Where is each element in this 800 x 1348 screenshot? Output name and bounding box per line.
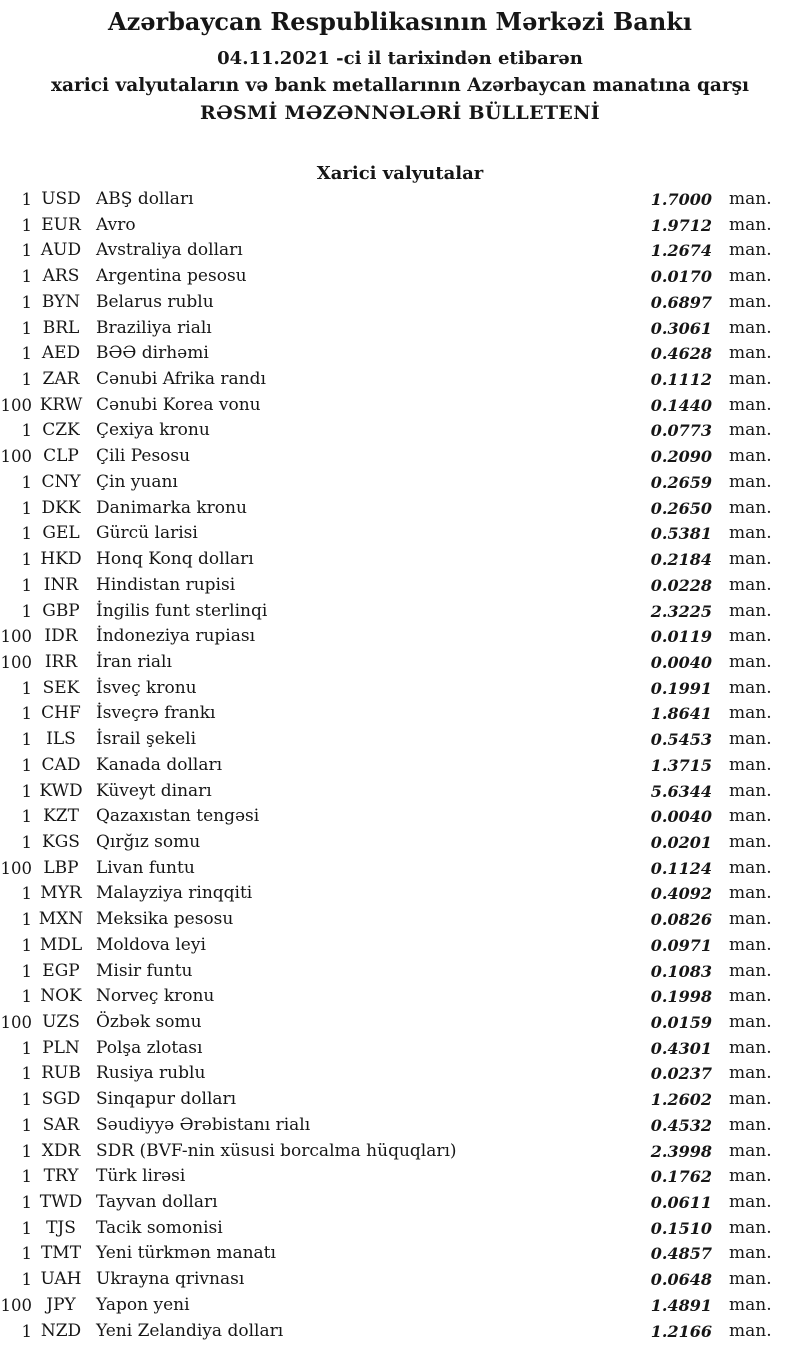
rate-row-pln bbox=[0, 1036, 800, 1062]
rate-value: 0.1124 bbox=[650, 858, 712, 878]
quantity-value: 1 bbox=[21, 575, 32, 595]
quantity-value: 1 bbox=[21, 421, 32, 441]
currency-code: INR bbox=[43, 574, 79, 595]
quantity-value: 1 bbox=[21, 961, 32, 981]
currency-code: ILS bbox=[46, 729, 76, 750]
unit-label: man. bbox=[729, 626, 772, 647]
rate-value: 0.0971 bbox=[650, 935, 712, 955]
quantity-value: 100 bbox=[0, 627, 32, 647]
rate-value: 0.4857 bbox=[650, 1244, 712, 1264]
unit-label: man. bbox=[729, 317, 772, 338]
unit-label: man. bbox=[729, 909, 772, 930]
rate-value: 0.0040 bbox=[650, 807, 712, 827]
rate-row-inr bbox=[0, 573, 800, 599]
currency-code: MDL bbox=[39, 934, 83, 955]
rate-row-uzs bbox=[0, 1010, 800, 1036]
currency-code: IRR bbox=[44, 651, 78, 672]
unit-label: man. bbox=[729, 857, 772, 878]
section-title-foreign-currencies: Xarici valyutalar bbox=[316, 163, 484, 184]
quantity-value: 1 bbox=[21, 807, 32, 827]
currency-name: Livan funtu bbox=[96, 857, 195, 878]
unit-label: man. bbox=[729, 986, 772, 1007]
quantity-value: 1 bbox=[21, 318, 32, 338]
rate-value: 0.0119 bbox=[650, 627, 712, 647]
unit-label: man. bbox=[729, 729, 772, 750]
rate-row-sgd bbox=[0, 1087, 800, 1113]
rate-value: 0.1112 bbox=[650, 370, 712, 390]
rate-value: 0.4532 bbox=[650, 1115, 712, 1135]
rate-value: 0.0773 bbox=[650, 421, 712, 441]
currency-name: Qazaxıstan tengəsi bbox=[96, 806, 260, 827]
currency-code: SEK bbox=[42, 677, 80, 698]
currency-name: İngilis funt sterlinqi bbox=[96, 600, 268, 621]
rate-value: 1.3715 bbox=[650, 755, 712, 775]
rate-row-tjs bbox=[0, 1216, 800, 1242]
rate-value: 0.0159 bbox=[650, 1013, 712, 1032]
rate-value: 0.2659 bbox=[650, 472, 712, 492]
rate-row-egp bbox=[0, 959, 800, 985]
unit-label: man. bbox=[729, 369, 772, 390]
rate-row-mdl bbox=[0, 933, 800, 959]
rate-row-lbp bbox=[0, 856, 800, 882]
currency-code: TWD bbox=[39, 1192, 83, 1213]
rate-value: 0.1083 bbox=[650, 961, 712, 981]
rate-row-idr bbox=[0, 624, 800, 650]
currency-name: Sinqapur dolları bbox=[96, 1089, 237, 1110]
rate-row-irr bbox=[0, 650, 800, 676]
quantity-value: 100 bbox=[0, 858, 32, 878]
currency-name: Misir funtu bbox=[96, 960, 193, 981]
rate-row-eur bbox=[0, 213, 800, 239]
currency-name: Tayvan dolları bbox=[96, 1192, 218, 1213]
currency-name: Norveç kronu bbox=[96, 986, 215, 1007]
quantity-value: 1 bbox=[21, 678, 32, 698]
unit-label: man. bbox=[729, 497, 772, 518]
currency-code: JPY bbox=[46, 1294, 76, 1315]
quantity-value: 1 bbox=[21, 935, 32, 955]
rate-value: 0.5381 bbox=[650, 524, 712, 544]
quantity-value: 1 bbox=[21, 704, 32, 724]
unit-label: man. bbox=[729, 1192, 772, 1213]
quantity-value: 1 bbox=[21, 267, 32, 287]
currency-name: İndoneziya rupiası bbox=[96, 626, 256, 647]
rate-value: 0.0040 bbox=[650, 652, 712, 672]
currency-code: KGS bbox=[42, 831, 80, 852]
rate-value: 0.0228 bbox=[650, 575, 712, 595]
rate-row-aud bbox=[0, 238, 800, 264]
currency-code: IDR bbox=[44, 626, 78, 647]
currency-code: USD bbox=[41, 189, 81, 209]
rate-row-kzt bbox=[0, 804, 800, 830]
quantity-value: 1 bbox=[21, 755, 32, 775]
currency-code: NZD bbox=[40, 1320, 82, 1341]
currency-name: Yeni Zelandiya dolları bbox=[96, 1320, 284, 1341]
quantity-value: 1 bbox=[21, 292, 32, 312]
rate-value: 1.4891 bbox=[650, 1295, 712, 1315]
currency-name: Özbək somu bbox=[96, 1012, 202, 1032]
quantity-value: 1 bbox=[21, 498, 32, 518]
quantity-value: 1 bbox=[21, 550, 32, 570]
quantity-value: 1 bbox=[21, 1244, 32, 1264]
rate-value: 0.1440 bbox=[650, 395, 712, 415]
currency-name: Danimarka kronu bbox=[96, 497, 247, 518]
unit-label: man. bbox=[729, 934, 772, 955]
quantity-value: 1 bbox=[21, 910, 32, 930]
quantity-value: 1 bbox=[21, 190, 32, 209]
rate-row-try bbox=[0, 1164, 800, 1190]
rate-value: 1.9712 bbox=[650, 215, 712, 235]
rate-row-nzd bbox=[0, 1319, 800, 1345]
currency-name: SDR (BVF-nin xüsusi borcalma hüquqları) bbox=[96, 1140, 457, 1161]
rate-value: 0.0611 bbox=[650, 1193, 712, 1213]
currency-code: CLP bbox=[43, 446, 79, 467]
quantity-value: 1 bbox=[21, 215, 32, 235]
rate-row-chf bbox=[0, 701, 800, 727]
quantity-value: 100 bbox=[0, 652, 32, 672]
currency-code: SAR bbox=[42, 1114, 80, 1135]
unit-label: man. bbox=[729, 394, 772, 415]
unit-label: man. bbox=[729, 1063, 772, 1084]
currency-name: Belarus rublu bbox=[96, 291, 214, 312]
currency-name: Meksika pesosu bbox=[96, 909, 234, 930]
currency-code: UZS bbox=[42, 1012, 80, 1032]
quantity-value: 1 bbox=[21, 884, 32, 904]
rate-row-myr bbox=[0, 881, 800, 907]
rate-value: 0.5453 bbox=[650, 730, 712, 750]
currency-name: Cənubi Afrika randı bbox=[96, 369, 266, 390]
rate-row-zar bbox=[0, 367, 800, 393]
rate-value: 0.1510 bbox=[650, 1218, 712, 1238]
rate-row-rub bbox=[0, 1061, 800, 1087]
currency-name: Hindistan rupisi bbox=[96, 574, 236, 595]
rate-value: 5.6344 bbox=[650, 781, 712, 801]
rate-value: 0.2650 bbox=[650, 498, 712, 518]
currency-name: Rusiya rublu bbox=[96, 1063, 206, 1084]
currency-code: KRW bbox=[39, 394, 83, 415]
quantity-value: 1 bbox=[21, 1141, 32, 1161]
quantity-value: 1 bbox=[21, 1218, 32, 1238]
currency-code: ARS bbox=[42, 266, 80, 287]
quantity-value: 1 bbox=[21, 241, 32, 261]
rate-row-sek bbox=[0, 676, 800, 702]
currency-code: EUR bbox=[41, 214, 81, 235]
quantity-value: 1 bbox=[21, 1090, 32, 1110]
rate-row-usd bbox=[0, 187, 800, 213]
rate-row-krw bbox=[0, 393, 800, 419]
currency-code: BRL bbox=[42, 317, 80, 338]
rate-row-byn bbox=[0, 290, 800, 316]
currency-code: TMT bbox=[40, 1243, 82, 1264]
currency-name: İsrail şekeli bbox=[96, 729, 196, 750]
currency-code: BYN bbox=[41, 291, 81, 312]
currency-name: Ukrayna qrivnası bbox=[96, 1269, 245, 1290]
currency-name: Yeni türkmən manatı bbox=[96, 1243, 276, 1264]
rate-row-clp bbox=[0, 444, 800, 470]
currency-code: NOK bbox=[40, 986, 82, 1007]
rate-value: 0.4628 bbox=[650, 344, 712, 364]
unit-label: man. bbox=[729, 549, 772, 570]
unit-label: man. bbox=[729, 651, 772, 672]
currency-name: ABŞ dolları bbox=[96, 189, 194, 209]
quantity-value: 1 bbox=[21, 524, 32, 544]
bulletin-title: RƏSMİ MƏZƏNNƏLƏRİ BÜLLETENİ bbox=[200, 102, 600, 124]
unit-label: man. bbox=[729, 240, 772, 261]
currency-code: AUD bbox=[40, 240, 82, 261]
rate-row-sar bbox=[0, 1113, 800, 1139]
unit-label: man. bbox=[729, 1217, 772, 1238]
quantity-value: 100 bbox=[0, 1013, 32, 1032]
exchange-rates-table bbox=[0, 187, 800, 1344]
quantity-value: 1 bbox=[21, 1270, 32, 1290]
unit-label: man. bbox=[729, 883, 772, 904]
unit-label: man. bbox=[729, 677, 772, 698]
rate-value: 0.2090 bbox=[650, 447, 712, 467]
currency-name: Çin yuanı bbox=[96, 471, 178, 492]
rate-row-ars bbox=[0, 264, 800, 290]
quantity-value: 100 bbox=[0, 447, 32, 467]
rate-row-aed bbox=[0, 341, 800, 367]
bank-title: Azərbaycan Respublikasının Mərkəzi Bankı bbox=[107, 7, 693, 36]
unit-label: man. bbox=[729, 806, 772, 827]
unit-label: man. bbox=[729, 960, 772, 981]
currency-name: İran rialı bbox=[96, 651, 172, 672]
currency-name: Çili Pesosu bbox=[96, 446, 191, 467]
currency-code: EGP bbox=[42, 960, 80, 981]
currency-code: CZK bbox=[42, 420, 80, 441]
currency-code: DKK bbox=[41, 497, 81, 518]
unit-label: man. bbox=[729, 1243, 772, 1264]
rate-row-kgs bbox=[0, 830, 800, 856]
currency-name: Malayziya rinqqiti bbox=[96, 883, 253, 904]
unit-label: man. bbox=[729, 523, 772, 544]
unit-label: man. bbox=[729, 291, 772, 312]
quantity-value: 1 bbox=[21, 1167, 32, 1187]
unit-label: man. bbox=[729, 1114, 772, 1135]
quantity-value: 100 bbox=[0, 1295, 32, 1315]
quantity-value: 100 bbox=[0, 395, 32, 415]
quantity-value: 1 bbox=[21, 370, 32, 390]
rate-row-twd bbox=[0, 1190, 800, 1216]
rate-row-czk bbox=[0, 418, 800, 444]
rate-value: 0.6897 bbox=[650, 292, 712, 312]
currency-code: KWD bbox=[39, 780, 83, 801]
unit-label: man. bbox=[729, 703, 772, 724]
currency-name: Səudiyyə Ərəbistanı rialı bbox=[96, 1114, 311, 1135]
rate-value: 0.0648 bbox=[650, 1270, 712, 1290]
currency-code: LBP bbox=[43, 857, 79, 878]
unit-label: man. bbox=[729, 446, 772, 467]
quantity-value: 1 bbox=[21, 1193, 32, 1213]
rate-row-uah bbox=[0, 1267, 800, 1293]
quantity-value: 1 bbox=[21, 781, 32, 801]
rate-value: 0.4301 bbox=[650, 1038, 712, 1058]
unit-label: man. bbox=[729, 214, 772, 235]
currency-name: Çexiya kronu bbox=[96, 420, 210, 441]
rate-row-gbp bbox=[0, 599, 800, 625]
rate-row-dkk bbox=[0, 496, 800, 522]
rate-value: 2.3225 bbox=[650, 601, 712, 621]
rate-value: 1.2166 bbox=[650, 1321, 712, 1341]
currency-code: CNY bbox=[41, 471, 81, 492]
unit-label: man. bbox=[729, 1269, 772, 1290]
rate-row-cad bbox=[0, 753, 800, 779]
rate-row-kwd bbox=[0, 779, 800, 805]
currency-code: MXN bbox=[38, 909, 84, 930]
currency-name: Honq Konq dolları bbox=[96, 549, 254, 570]
currency-code: RUB bbox=[41, 1063, 81, 1084]
rate-value: 1.2674 bbox=[650, 241, 712, 261]
unit-label: man. bbox=[729, 1140, 772, 1161]
currency-code: CHF bbox=[41, 703, 81, 724]
currency-name: Küveyt dinarı bbox=[96, 780, 212, 801]
rate-value: 0.0237 bbox=[650, 1064, 712, 1084]
currency-code: KZT bbox=[43, 806, 79, 827]
rate-value: 1.7000 bbox=[650, 190, 712, 209]
quantity-value: 1 bbox=[21, 1064, 32, 1084]
currency-code: TJS bbox=[46, 1217, 76, 1238]
currency-code: TRY bbox=[43, 1166, 79, 1187]
subtitle-line: xarici valyutaların və bank metallarının Azərbaycan manatına qarşı bbox=[50, 75, 750, 96]
effective-date-line: 04.11.2021 -ci il tarixindən etibarən bbox=[217, 48, 583, 69]
currency-code: GBP bbox=[42, 600, 80, 621]
rate-value: 0.1998 bbox=[650, 987, 712, 1007]
currency-name: Avstraliya dolları bbox=[96, 240, 243, 261]
quantity-value: 1 bbox=[21, 1038, 32, 1058]
rate-row-tmt bbox=[0, 1241, 800, 1267]
currency-name: Kanada dolları bbox=[96, 754, 223, 775]
rate-value: 0.0170 bbox=[650, 267, 712, 287]
currency-name: Moldova leyi bbox=[96, 934, 206, 955]
quantity-value: 1 bbox=[21, 1321, 32, 1341]
unit-label: man. bbox=[729, 1037, 772, 1058]
unit-label: man. bbox=[729, 780, 772, 801]
currency-code: MYR bbox=[40, 883, 82, 904]
unit-label: man. bbox=[729, 189, 772, 209]
rate-value: 0.0826 bbox=[650, 910, 712, 930]
rate-row-ils bbox=[0, 727, 800, 753]
quantity-value: 1 bbox=[21, 730, 32, 750]
unit-label: man. bbox=[729, 831, 772, 852]
currency-name: Argentina pesosu bbox=[96, 266, 247, 287]
currency-name: İsveçrə frankı bbox=[96, 703, 216, 724]
unit-label: man. bbox=[729, 574, 772, 595]
rate-value: 0.4092 bbox=[650, 884, 712, 904]
rate-row-cny bbox=[0, 470, 800, 496]
currency-code: CAD bbox=[41, 754, 81, 775]
unit-label: man. bbox=[729, 1320, 772, 1341]
rate-row-nok bbox=[0, 984, 800, 1010]
rate-value: 0.0201 bbox=[650, 832, 712, 852]
currency-name: Türk lirəsi bbox=[96, 1166, 186, 1187]
rate-value: 0.1762 bbox=[650, 1167, 712, 1187]
currency-code: AED bbox=[41, 343, 81, 364]
quantity-value: 1 bbox=[21, 1115, 32, 1135]
currency-code: PLN bbox=[42, 1037, 80, 1058]
rate-row-gel bbox=[0, 521, 800, 547]
rate-value: 0.2184 bbox=[650, 550, 712, 570]
rate-value: 0.3061 bbox=[650, 318, 712, 338]
currency-name: Braziliya rialı bbox=[96, 317, 212, 338]
rate-value: 2.3998 bbox=[650, 1141, 712, 1161]
unit-label: man. bbox=[729, 420, 772, 441]
currency-code: SGD bbox=[41, 1089, 81, 1110]
quantity-value: 1 bbox=[21, 472, 32, 492]
quantity-value: 1 bbox=[21, 344, 32, 364]
unit-label: man. bbox=[729, 600, 772, 621]
currency-name: Avro bbox=[96, 214, 136, 235]
rate-row-xdr bbox=[0, 1139, 800, 1165]
currency-code: XDR bbox=[41, 1140, 81, 1161]
rate-value: 0.1991 bbox=[650, 678, 712, 698]
currency-code: ZAR bbox=[42, 369, 80, 390]
currency-name: Gürcü larisi bbox=[96, 523, 198, 544]
currency-name: Polşa zlotası bbox=[96, 1037, 203, 1058]
quantity-value: 1 bbox=[21, 601, 32, 621]
unit-label: man. bbox=[729, 266, 772, 287]
currency-name: BƏƏ dirhəmi bbox=[96, 343, 209, 364]
currency-code: UAH bbox=[40, 1269, 82, 1290]
quantity-value: 1 bbox=[21, 987, 32, 1007]
rate-row-jpy bbox=[0, 1293, 800, 1319]
currency-name: Qırğız somu bbox=[96, 831, 201, 852]
rate-value: 1.2602 bbox=[650, 1090, 712, 1110]
unit-label: man. bbox=[729, 1294, 772, 1315]
rate-row-hkd bbox=[0, 547, 800, 573]
unit-label: man. bbox=[729, 1012, 772, 1032]
rate-value: 1.8641 bbox=[650, 704, 712, 724]
currency-name: Yapon yeni bbox=[96, 1294, 190, 1315]
unit-label: man. bbox=[729, 1089, 772, 1110]
quantity-value: 1 bbox=[21, 832, 32, 852]
rate-row-brl bbox=[0, 316, 800, 342]
currency-name: Tacik somonisi bbox=[96, 1217, 223, 1238]
currency-name: Cənubi Korea vonu bbox=[96, 394, 261, 415]
unit-label: man. bbox=[729, 343, 772, 364]
unit-label: man. bbox=[729, 754, 772, 775]
currency-name: İsveç kronu bbox=[96, 677, 197, 698]
unit-label: man. bbox=[729, 1166, 772, 1187]
currency-code: GEL bbox=[42, 523, 80, 544]
currency-code: HKD bbox=[40, 549, 82, 570]
unit-label: man. bbox=[729, 471, 772, 492]
rate-row-mxn bbox=[0, 907, 800, 933]
